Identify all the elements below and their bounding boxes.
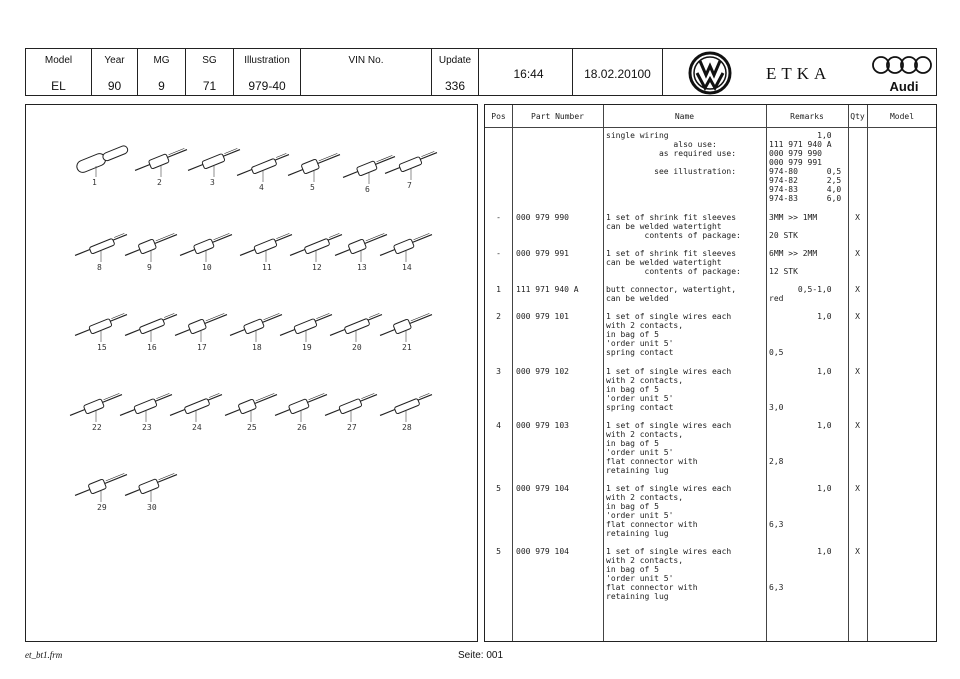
- part-drawing[interactable]: [376, 305, 436, 350]
- part-drawing[interactable]: [74, 140, 134, 185]
- year-label: Year: [104, 55, 125, 66]
- part-drawing[interactable]: [381, 143, 441, 188]
- footer-page: Seite: 001: [458, 650, 504, 661]
- part-number-label: 8: [97, 263, 102, 272]
- part-number-label: 29: [97, 503, 107, 512]
- part-number-label: 22: [92, 423, 102, 432]
- part-number-label: 28: [402, 423, 412, 432]
- part-drawing[interactable]: [166, 385, 226, 430]
- connector-icon: [284, 145, 344, 185]
- row-name: 1 set of shrink fit sleeves can be welded watertight contents of package:: [606, 213, 741, 240]
- audi-logo-text: Audi: [889, 79, 919, 94]
- row-part-number: 000 979 102: [516, 367, 569, 376]
- row-name: butt connector, watertight, can be welded: [606, 285, 737, 303]
- part-drawing[interactable]: [176, 225, 236, 270]
- row-name: 1 set of single wires each with 2 contacts, in bag of 5 'order unit 5' spring contact: [606, 312, 732, 357]
- footer-filename: et_bt1.frm: [25, 650, 63, 660]
- row-remarks: 1,0 0,5: [769, 312, 832, 357]
- column-divider: [512, 105, 513, 641]
- part-number-label: 21: [402, 343, 412, 352]
- header-part-number: Part Number: [531, 112, 584, 121]
- mg-value: 9: [158, 79, 165, 93]
- row-qty: X: [855, 367, 860, 376]
- row-part-number: 111 971 940 A: [516, 285, 579, 294]
- vw-logo-icon: [680, 51, 740, 95]
- row-qty: X: [855, 213, 860, 222]
- model-label: Model: [44, 55, 73, 66]
- header-model: Model: [889, 112, 915, 121]
- header-remarks: Remarks: [790, 112, 824, 121]
- row-pos: -: [496, 249, 501, 258]
- row-remarks: 1,0 6,3: [769, 547, 832, 592]
- part-number-label: 6: [365, 185, 370, 194]
- row-name: 1 set of single wires each with 2 contacts, in bag of 5 'order unit 5' flat connector with retaining lug: [606, 421, 732, 475]
- date-value: 18.02.20100: [584, 67, 651, 81]
- mg-label: MG: [153, 55, 170, 66]
- row-name: 1 set of single wires each with 2 contacts, in bag of 5 'order unit 5' flat connector with retaining lug: [606, 547, 732, 601]
- row-name: single wiring also use: as required use: see illustration:: [606, 131, 737, 176]
- part-number-label: 14: [402, 263, 412, 272]
- part-number-label: 23: [142, 423, 152, 432]
- illustration-value: 979-40: [248, 79, 286, 93]
- part-number-label: 4: [259, 183, 264, 192]
- parts-table: [484, 104, 937, 642]
- connector-icon: [131, 140, 191, 180]
- part-number-label: 17: [197, 343, 207, 352]
- part-number-label: 20: [352, 343, 362, 352]
- row-name: 1 set of single wires each with 2 contacts, in bag of 5 'order unit 5' flat connector with retaining lug: [606, 484, 732, 538]
- update-label: Update: [438, 55, 472, 66]
- sg-value: 71: [202, 79, 217, 93]
- row-pos: 4: [496, 421, 501, 430]
- mg-cell: [138, 49, 186, 95]
- part-number-label: 15: [97, 343, 107, 352]
- row-remarks: 1,0 111 971 940 A 000 979 990 000 979 991 974-80 0,5 974-82 2,5 974-83 4,0 974-83 6,0: [769, 131, 842, 203]
- shrink-sleeve-icon: [74, 140, 134, 180]
- vin-label: VIN No.: [348, 55, 384, 66]
- column-divider: [603, 105, 604, 641]
- time-cell: [485, 49, 573, 95]
- connector-icon: [381, 143, 441, 183]
- row-qty: X: [855, 421, 860, 430]
- row-qty: X: [855, 249, 860, 258]
- row-qty: X: [855, 312, 860, 321]
- row-part-number: 000 979 101: [516, 312, 569, 321]
- row-part-number: 000 979 990: [516, 213, 569, 222]
- part-drawing[interactable]: [121, 225, 181, 270]
- vin-cell: [301, 49, 432, 95]
- model-value: EL: [51, 79, 66, 93]
- connector-icon: [376, 305, 436, 345]
- part-drawing[interactable]: [376, 385, 436, 430]
- row-remarks: 0,5-1,0 red: [769, 285, 832, 303]
- row-remarks: 1,0 6,3: [769, 484, 832, 529]
- part-number-label: 13: [357, 263, 367, 272]
- row-pos: 5: [496, 547, 501, 556]
- row-qty: X: [855, 285, 860, 294]
- row-remarks: 1,0 2,8: [769, 421, 832, 466]
- part-drawing[interactable]: [321, 385, 381, 430]
- row-pos: 1: [496, 285, 501, 294]
- illustration-cell: [234, 49, 301, 95]
- header-pos: Pos: [491, 112, 506, 121]
- header-qty: Qty: [850, 112, 865, 121]
- part-drawing[interactable]: [171, 305, 231, 350]
- connector-icon: [166, 385, 226, 425]
- time-value: 16:44: [513, 67, 544, 81]
- part-number-label: 26: [297, 423, 307, 432]
- part-number-label: 27: [347, 423, 357, 432]
- connector-icon: [376, 385, 436, 425]
- part-number-label: 30: [147, 503, 157, 512]
- connector-icon: [321, 385, 381, 425]
- row-qty: X: [855, 484, 860, 493]
- header-name: Name: [674, 112, 695, 121]
- part-number-label: 3: [210, 178, 215, 187]
- etka-logo-text: ETKA: [766, 64, 832, 83]
- row-part-number: 000 979 104: [516, 484, 569, 493]
- row-remarks: 3MM >> 1MM 20 STK: [769, 213, 818, 240]
- header-bar: [25, 48, 937, 96]
- part-drawing[interactable]: [131, 140, 191, 185]
- row-name: 1 set of single wires each with 2 contacts, in bag of 5 'order unit 5' spring contact: [606, 367, 732, 412]
- connector-icon: [376, 225, 436, 265]
- row-pos: 2: [496, 312, 501, 321]
- part-number-label: 11: [262, 263, 272, 272]
- part-number-label: 2: [157, 178, 162, 187]
- row-remarks: 6MM >> 2MM 12 STK: [769, 249, 818, 276]
- part-drawing[interactable]: [121, 465, 181, 510]
- row-qty: X: [855, 547, 860, 556]
- part-number-label: 12: [312, 263, 322, 272]
- part-number-label: 5: [310, 183, 315, 192]
- year-cell: [92, 49, 138, 95]
- parts-illustration-panel: [25, 104, 478, 642]
- update-cell: [432, 49, 479, 95]
- row-remarks: 1,0 3,0: [769, 367, 832, 412]
- part-number-label: 1: [92, 178, 97, 187]
- part-number-label: 10: [202, 263, 212, 272]
- part-number-label: 25: [247, 423, 257, 432]
- part-drawing[interactable]: [376, 225, 436, 270]
- sg-label: SG: [202, 55, 217, 66]
- table-header: [485, 105, 936, 128]
- model-cell: [26, 49, 92, 95]
- connector-icon: [171, 305, 231, 345]
- sg-cell: [186, 49, 234, 95]
- part-number-label: 24: [192, 423, 202, 432]
- part-number-label: 7: [407, 181, 412, 190]
- part-number-label: 9: [147, 263, 152, 272]
- illustration-label: Illustration: [244, 55, 290, 66]
- year-value: 90: [107, 79, 122, 93]
- row-part-number: 000 979 104: [516, 547, 569, 556]
- column-divider: [766, 105, 767, 641]
- date-cell: [573, 49, 663, 95]
- part-number-label: 16: [147, 343, 157, 352]
- row-pos: 5: [496, 484, 501, 493]
- update-value: 336: [444, 79, 466, 93]
- row-pos: -: [496, 213, 501, 222]
- row-part-number: 000 979 103: [516, 421, 569, 430]
- column-divider: [867, 105, 868, 641]
- row-part-number: 000 979 991: [516, 249, 569, 258]
- part-number-label: 18: [252, 343, 262, 352]
- part-drawing[interactable]: [284, 145, 344, 190]
- connector-icon: [121, 225, 181, 265]
- row-pos: 3: [496, 367, 501, 376]
- row-name: 1 set of shrink fit sleeves can be welded watertight contents of package:: [606, 249, 741, 276]
- part-number-label: 19: [302, 343, 312, 352]
- connector-icon: [121, 465, 181, 505]
- connector-icon: [176, 225, 236, 265]
